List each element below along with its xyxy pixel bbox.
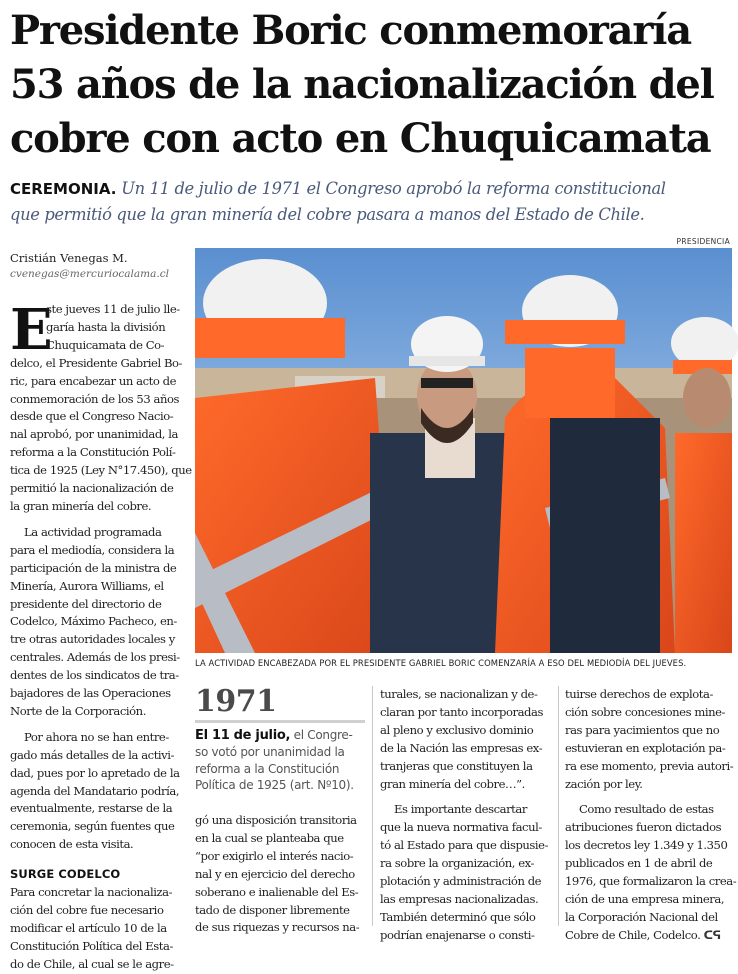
text-line: zación por ley.: [565, 776, 643, 791]
text-line: atribuciones fueron dictados: [565, 820, 722, 835]
text-line: conmemoración de los 53 años: [10, 391, 179, 406]
divider: [195, 720, 365, 723]
text-line: que la nueva normativa facul-: [380, 820, 542, 835]
text-line: permitió la nacionalización de: [10, 481, 174, 496]
text-line: Chuquicamata de Co-: [46, 337, 165, 352]
text-line: para el mediodía, considera la: [10, 542, 175, 557]
text-line: modificar el artículo 10 de la: [10, 920, 167, 935]
text-line: plotación y administración de: [380, 874, 542, 889]
article-column-3: [380, 686, 552, 945]
drop-cap: E: [10, 297, 53, 363]
text-line: Norte de la Corporación.: [10, 703, 146, 718]
text-line: agenda del Mandatario podría,: [10, 783, 180, 798]
text-line: de sus riquezas y recursos na-: [195, 920, 360, 935]
text-line: 1976, que formalizaron la crea-: [565, 874, 737, 889]
text-line: La actividad programada: [24, 524, 162, 539]
text-line: conocen de esta visita.: [10, 837, 134, 852]
text-line-content: Cobre de Chile, Codelco.: [565, 927, 701, 942]
article-column-1: [10, 297, 192, 974]
text-line: participación de la ministra de: [10, 560, 177, 575]
text-line: la gran minería del cobre.: [10, 498, 152, 513]
text-line: ción sobre concesiones mine-: [565, 704, 726, 719]
text-line: tica de 1925 (Ley N°17.450), que: [10, 463, 192, 478]
text-line: ric, para encabezar un acto de: [10, 373, 176, 388]
text-line: reforma a la Constitución Polí-: [10, 445, 176, 460]
text-line: delco, el Presidente Gabriel Bo-: [10, 355, 183, 370]
text-line: en la cual se planteaba que: [195, 830, 344, 845]
text-line: tranjeras que constituyen la: [380, 758, 533, 773]
text-line: ste jueves 11 de julio lle-: [46, 302, 180, 316]
author-email[interactable]: cvenegas@mercuriocalama.cl: [10, 268, 169, 280]
text-line: [565, 927, 735, 945]
sidebox: [195, 727, 365, 794]
text-line: Por ahora no se han entre-: [24, 729, 169, 744]
text-line: ra sobre la organización, ex-: [380, 856, 535, 871]
text-line: Constitución Política del Esta-: [10, 938, 173, 953]
text-line: tado de disponer libremente: [195, 902, 350, 917]
text-line: tre otras autoridades locales y: [10, 632, 175, 647]
article-photo: [195, 248, 732, 653]
text-line: estuvieran en explotación pa-: [565, 740, 726, 755]
text-line: tó al Estado para que dispusie-: [380, 838, 549, 853]
lead-line: que permitió que la gran minería del cobre pasara a manos del Estado de Chile.: [10, 205, 645, 224]
text-line: ra ese momento, previa autori-: [565, 758, 734, 773]
photo-caption: LA ACTIVIDAD ENCABEZADA POR EL PRESIDENTE GABRIEL BORIC COMENZARÍA A ESO DEL MEDIODÍA DEL JUEVES.: [195, 658, 687, 668]
text-line: “por exigirlo el interés nacio-: [195, 848, 354, 863]
lead-paragraph: [10, 176, 732, 228]
text-line: Codelco, Máximo Pacheco, en-: [10, 614, 177, 629]
end-mark-icon: ᑕᕋ: [703, 927, 721, 942]
sidebox-line: [195, 727, 365, 744]
text-line: ras para yacimientos que no: [565, 722, 720, 737]
text-line: nal y en ejercicio del derecho: [195, 866, 355, 881]
text-line: centrales. Además de los presi-: [10, 650, 180, 665]
text-line: los decretos ley 1.349 y 1.350: [565, 838, 728, 853]
headline-line: 53 años de la nacionalización del: [10, 61, 714, 108]
text-line: garía hasta la división: [46, 319, 166, 334]
headline-line: cobre con acto en Chuquicamata: [10, 115, 711, 162]
sidebox-text: el Congre-: [290, 728, 353, 742]
text-line: Como resultado de estas: [579, 802, 714, 817]
text-line: al pleno y exclusivo dominio: [380, 722, 534, 737]
text-line: eventualmente, restarse de la: [10, 801, 173, 816]
text-line: Es importante descartar: [394, 802, 527, 817]
author-name: Cristián Venegas M.: [10, 251, 128, 265]
text-line: gado más detalles de la activi-: [10, 747, 174, 762]
sidebox-year: 1971: [195, 684, 277, 719]
text-line: las empresas nacionalizadas.: [380, 891, 539, 906]
text-line: Minería, Aurora Williams, el: [10, 578, 164, 593]
text-line: nal aprobó, por unanimidad, la: [10, 427, 178, 442]
text-line: ción de una empresa minera,: [565, 891, 725, 906]
text-line: la Corporación Nacional del: [565, 909, 718, 924]
text-line: desde que el Congreso Nacio-: [10, 409, 174, 424]
text-line: publicados en 1 de abril de: [565, 856, 713, 871]
text-line: bajadores de las Operaciones: [10, 686, 171, 701]
text-line: Para concretar la nacionaliza-: [10, 885, 173, 900]
column-divider: [372, 686, 373, 926]
headline-line: Presidente Boric conmemoraría: [10, 7, 691, 54]
lead-text: Un 11 de julio de 1971 el Congreso aprobó la reforma constitucional: [121, 179, 666, 198]
text-line: podrían enajenarse o consti-: [380, 927, 535, 942]
photo-credit: PRESIDENCIA: [676, 237, 730, 246]
sidebox-line: Política de 1925 (art. Nº10).: [195, 778, 354, 793]
sidebox-bold: El 11 de julio,: [195, 728, 291, 743]
text-line: También determinó que sólo: [380, 909, 536, 924]
text-line: soberano e inalienable del Es-: [195, 884, 359, 899]
text-line: ción del cobre fue necesario: [10, 903, 164, 917]
headline: [10, 4, 732, 166]
lead-kicker: CEREMONIA.: [10, 180, 117, 198]
column-divider: [558, 686, 559, 926]
sidebox-line: so votó por unanimidad la: [195, 745, 345, 760]
text-line: dad, pues por lo apretado de la: [10, 765, 180, 780]
text-line: turales, se nacionalizan y de-: [380, 687, 538, 701]
text-line: ceremonia, según fuentes que: [10, 819, 175, 834]
text-line: do de Chile, al cual se le agre-: [10, 956, 174, 971]
text-line: dentes de los sindicatos de tra-: [10, 668, 179, 683]
article-column-2: [195, 812, 367, 937]
text-line: presidente del directorio de: [10, 596, 162, 611]
sidebox-line: reforma a la Constitución: [195, 761, 340, 776]
text-line: gó una disposición transitoria: [195, 813, 357, 827]
text-line: de la Nación las empresas ex-: [380, 740, 543, 755]
lead-line: [10, 176, 732, 202]
text-line: claran por tanto incorporadas: [380, 704, 543, 719]
text-line: tuirse derechos de explota-: [565, 687, 713, 701]
article-column-4: [565, 686, 735, 945]
section-subhead: SURGE CODELCO: [10, 867, 121, 882]
text-line: gran minería del cobre…”.: [380, 776, 525, 791]
